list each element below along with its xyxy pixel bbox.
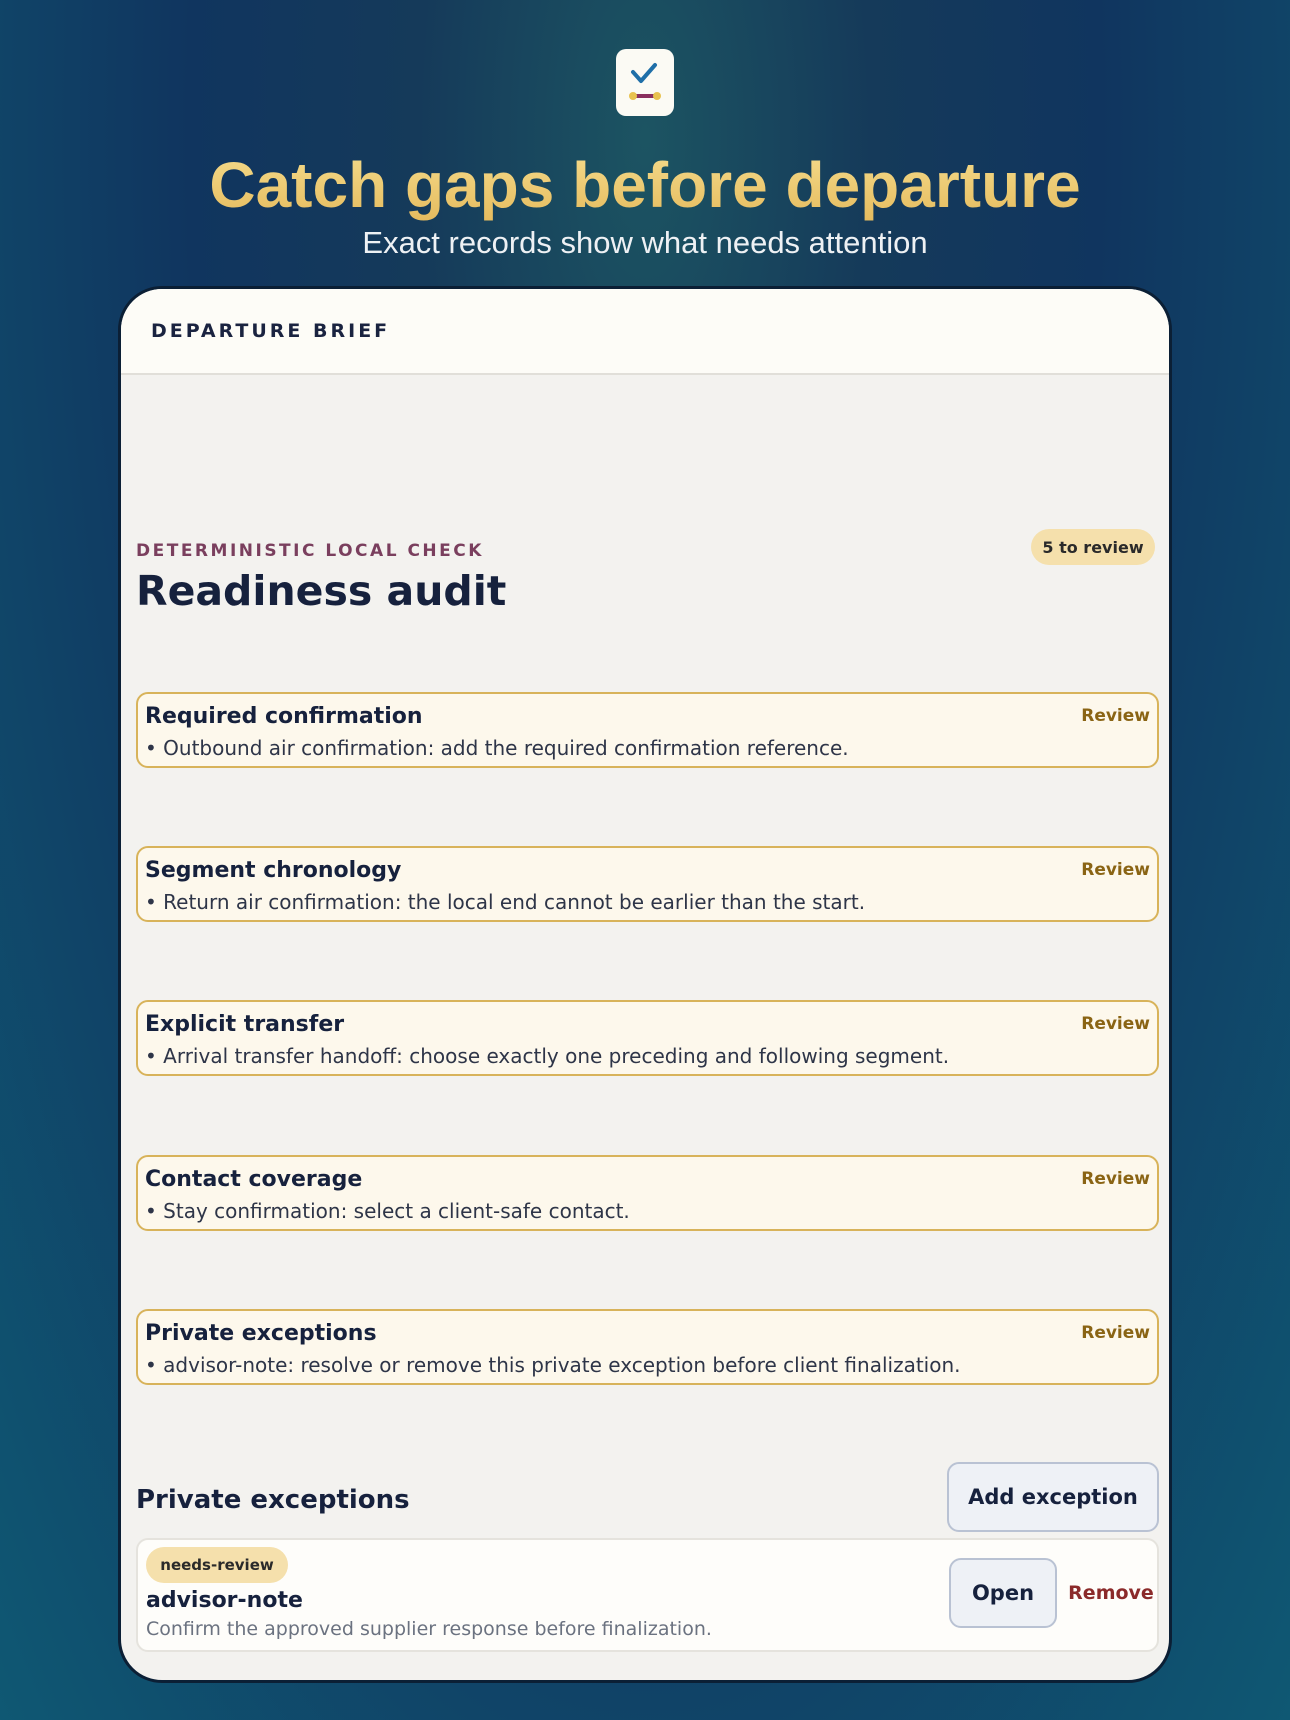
hero-subtitle: Exact records show what needs attention: [362, 225, 928, 260]
exception-list-item: [136, 1538, 1159, 1652]
issue-review-link[interactable]: Review: [1081, 1323, 1150, 1343]
issue-title: Explicit transfer: [145, 1012, 345, 1037]
issue-card: [136, 846, 1159, 922]
checklist-icon: [616, 49, 674, 116]
issue-review-link[interactable]: Review: [1081, 1014, 1150, 1034]
issue-title: Segment chronology: [145, 858, 402, 883]
issue-detail: • advisor-note: resolve or remove this private exception before client finalization.: [145, 1353, 961, 1377]
issue-detail: • Outbound air confirmation: add the required confirmation reference.: [145, 736, 849, 760]
exception-note: Confirm the approved supplier response before finalization.: [146, 1618, 712, 1640]
issue-title: Contact coverage: [145, 1167, 363, 1192]
brief-header-title: DEPARTURE BRIEF: [151, 320, 391, 342]
open-exception-button[interactable]: Open: [949, 1558, 1057, 1628]
exception-name: advisor-note: [146, 1588, 303, 1613]
issue-title: Required confirmation: [145, 704, 423, 729]
brief-header: [121, 289, 1169, 375]
issue-review-link[interactable]: Review: [1081, 860, 1150, 880]
add-exception-button[interactable]: Add exception: [947, 1462, 1159, 1532]
hero-title: Catch gaps before departure: [0, 148, 1290, 222]
issue-title: Private exceptions: [145, 1321, 377, 1346]
issue-detail: • Arrival transfer handoff: choose exactly one preceding and following segment.: [145, 1044, 950, 1068]
issue-detail: • Stay confirmation: select a client-safe contact.: [145, 1199, 630, 1223]
issue-card: [136, 1155, 1159, 1231]
review-count-badge: 5 to review: [1031, 529, 1155, 565]
audit-title: Readiness audit: [136, 567, 507, 615]
audit-eyebrow: DETERMINISTIC LOCAL CHECK: [136, 541, 484, 561]
issue-review-link[interactable]: Review: [1081, 1169, 1150, 1189]
status-badge: needs-review: [146, 1547, 288, 1583]
remove-exception-button[interactable]: Remove: [1066, 1576, 1156, 1610]
issue-card: [136, 1000, 1159, 1076]
departure-brief-panel: [118, 286, 1172, 1683]
issue-card: [136, 692, 1159, 768]
audit-header: [136, 537, 1155, 615]
issue-card: [136, 1309, 1159, 1385]
issue-review-link[interactable]: Review: [1081, 706, 1150, 726]
exceptions-heading: Private exceptions: [136, 1485, 410, 1515]
issue-detail: • Return air confirmation: the local end cannot be earlier than the start.: [145, 890, 866, 914]
